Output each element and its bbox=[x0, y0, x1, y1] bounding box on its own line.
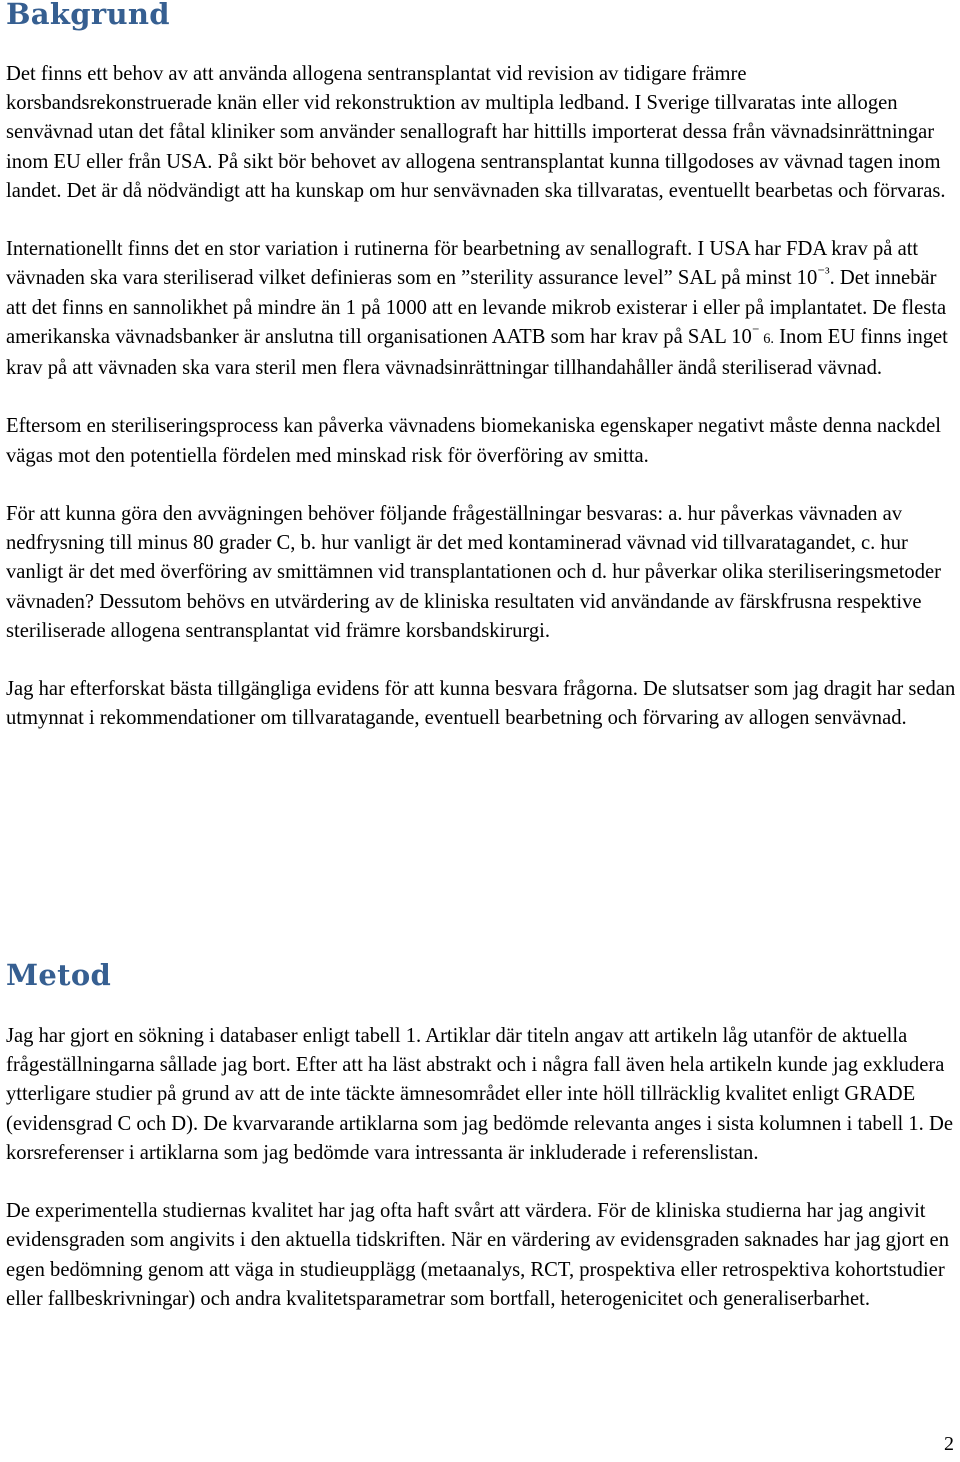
paragraph-2-text-b: . Det innebär att det finns en sannolikhet på mindre än 1 på 1000 att en levande mikrob existerar i eller på implantatet. De flesta amerikanska vävnadsbanker är anslutna till organisationen AATB som har krav på SAL 10 bbox=[6, 267, 947, 348]
exponent-minus: ⁻ bbox=[751, 324, 760, 341]
bakgrund-paragraph-1: Det finns ett behov av att använda allogena sentransplantat vid revision av tidigare främre korsbandsrekonstruerade knän eller vid rekonstruktion av multipla ledband. I Sverige tillvaratas inte allogen senvävnad utan det fåtal kliniker som använder senallograft har hittills importerat dessa från vävnadsinrättningar inom EU eller från USA. På sikt bör behovet av allogena sentransplantat kunna tillgodoses av vävnad tagen inom landet. Det är då nödvändigt att ha kunskap om hur senvävnaden ska tillvaratas, eventuellt bearbetas och förvaras. bbox=[6, 63, 946, 202]
paragraph-spacer bbox=[6, 206, 956, 235]
exponent-minus-3: ⁻³ bbox=[817, 265, 830, 282]
section-heading-metod: Metod bbox=[6, 958, 112, 992]
section-heading-bakgrund: Bakgrund bbox=[6, 0, 170, 31]
paragraph-spacer bbox=[6, 383, 956, 412]
paragraph-2-text-c: Inom EU finns inget krav på att vävnaden ska vara steril men flera vävnadsinrättningar tillhandahåller ändå steriliserad vävnad. bbox=[6, 325, 948, 380]
bakgrund-body bbox=[6, 60, 956, 734]
paragraph-spacer bbox=[6, 1168, 956, 1197]
paragraph-2-text-a: Internationellt finns det en stor variation i rutinerna för bearbetning av senallograft. I USA har FDA krav på att vävnaden ska vara steriliserad vilket definieras som en ”sterility assurance level” SAL på minst 10 bbox=[6, 238, 919, 290]
bakgrund-paragraph-2 bbox=[6, 235, 956, 383]
paragraph-spacer bbox=[6, 471, 956, 500]
bakgrund-paragraph-5: Jag har efterforskat bästa tillgängliga evidens för att kunna besvara frågorna. De slutsatser som jag dragit har sedan utmynnat i rekommendationer om tillvaratagande, eventuell bearbetning och förvaring av allogen senvävnad. bbox=[6, 678, 956, 730]
metod-paragraph-1: Jag har gjort en sökning i databaser enligt tabell 1. Artiklar där titeln angav att artikeln låg utanför de aktuella frågeställningarna sållade jag bort. Efter att ha läst abstrakt och i några fall även hela artikeln kunde jag exkludera ytterligare studier på grund av att de inte täckte ämnesområdet eller inte höll tillräcklig kvalitet enligt GRADE (evidensgrad C och D). De kvarvarande artiklarna som jag bedömde relevanta anges i sista kolumnen i tabell 1. De korsreferenser i artiklarna som jag bedömde vara intressanta är inkluderade i referenslistan. bbox=[6, 1025, 953, 1164]
bakgrund-paragraph-3: Eftersom en steriliseringsprocess kan påverka vävnadens biomekaniska egenskaper negativt måste denna nackdel vägas mot den potentiella fördelen med minskad risk för överföring av smitta. bbox=[6, 415, 941, 467]
page-number: 2 bbox=[944, 1433, 954, 1455]
bakgrund-paragraph-4: För att kunna göra den avvägningen behöver följande frågeställningar besvaras: a. hur påverkas vävnaden av nedfrysning till minus 80 grader C, b. hur vanligt är det med kontaminerad vävnad vid tillvaratagandet, c. hur vanligt är det med överföring av smittämnen vid transplantationen och d. hur påverkar olika steriliseringsmetoder vävnaden? Dessutom behövs en utvärdering av de kliniska resultaten vid användande av färskfrusna respektive steriliserade allogena sentransplantat vid främre korsbandskirurgi. bbox=[6, 503, 942, 642]
exponent-6-small: 6. bbox=[759, 330, 775, 347]
metod-body bbox=[6, 1022, 956, 1314]
paragraph-spacer bbox=[6, 646, 956, 675]
metod-paragraph-2: De experimentella studiernas kvalitet har jag ofta haft svårt att värdera. För de kliniska studierna har jag angivit evidensgraden som angivits i den aktuella tidskriften. När en värdering av evidensgraden saknades har jag gjort en egen bedömning genom att väga in studieupplägg (metaanalys, RCT, prospektiva eller retrospektiva kohortstudier eller fallbeskrivningar) och andra kvalitetsparametrar som bortfall, heterogenicitet och generaliserbarhet. bbox=[6, 1200, 949, 1310]
